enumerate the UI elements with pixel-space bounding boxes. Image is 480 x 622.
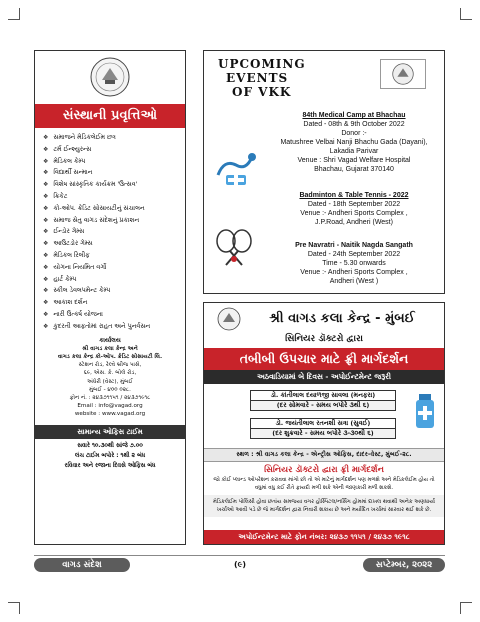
event-line: Bhachau, Gujarat 370140 <box>314 166 394 173</box>
office-address-line: વાગડ કલા કેન્દ્ર કો-ઓપ. ક્રેડિટ સોસાયટી લિ. <box>57 353 163 360</box>
events-title-line: UPCOMING <box>218 57 306 71</box>
diamond-bullet-icon: ❖ <box>43 240 49 248</box>
activity-label: ક્રિકેટ <box>53 192 68 200</box>
activity-item <box>43 226 185 238</box>
activity-item <box>43 144 185 156</box>
activities-list <box>35 128 185 333</box>
footer-publication: વાગડ સંદેશ <box>34 558 130 572</box>
event-line: Venue :- Andheri Sports Complex , <box>300 269 408 276</box>
diamond-bullet-icon: ❖ <box>43 169 49 177</box>
badminton-icon <box>212 229 256 269</box>
activity-item <box>43 309 185 321</box>
diamond-bullet-icon: ❖ <box>43 310 49 318</box>
event-title: Badminton & Table Tennis - 2022 <box>299 192 409 199</box>
appointment-phone-bar: અપોઈન્ટમેન્ટ માટે ફોન નંબર: ૨૪૩૭ ૧૧૫૧ / ૨૪૩૭ ૧૯૧૮ <box>204 530 444 544</box>
activity-label: ટર્મ ઈન્શ્યુરન્સ <box>53 145 92 153</box>
office-address-line: અંધેરી (વેસ્ટ), મુંબઈ <box>87 378 133 385</box>
activity-label: વિશેષ સાંસ્કૃતિક કાર્યક્રમ 'ઉત્સવ' <box>53 181 138 189</box>
diamond-bullet-icon: ❖ <box>43 157 49 165</box>
office-address <box>35 337 185 419</box>
vkk-logo-icon <box>85 56 135 98</box>
doctor-name: ડો. જયંતીલાલ રતનશી સત્રા (સુવઈ) <box>250 418 396 429</box>
event-line: Donor :- <box>341 130 367 137</box>
activity-label: સમાજને મેડિકલેઈમ છત્ર <box>53 134 116 141</box>
diamond-bullet-icon: ❖ <box>43 228 49 236</box>
doctor-entry <box>250 390 396 411</box>
diamond-bullet-icon: ❖ <box>43 275 49 283</box>
activity-item <box>43 215 185 227</box>
event-medical-camp <box>268 111 440 174</box>
guidance-heading: સિનિયર ડૉક્ટરો દ્વારા ફ્રી માર્ગદર્શન <box>264 465 384 475</box>
event-title: Pre Navratri - Naitik Nagda Sangath <box>295 242 413 249</box>
diamond-bullet-icon: ❖ <box>43 322 49 330</box>
crop-mark-bottom-right <box>460 602 472 614</box>
event-line: Andheri (West ) <box>329 278 379 285</box>
event-line: Venue :- Andheri Sports Complex , <box>300 210 408 217</box>
activities-banner: સંસ્થાની પ્રવૃત્તિઓ <box>35 104 185 128</box>
events-title <box>218 57 306 99</box>
crop-mark-top-left <box>8 8 20 20</box>
guidance-paragraph: જો કોઈ પ્લાન્ડ ઓપરેશન કરાવવા માંગો છો તો એ માટેનું માર્ગદર્શન પણ મળશે અને મેડિકલેઈમ હોય તો વધુમાં વધુ કઈ રીતે ફાયદો મળી શકે એની જાણકારી મળી શકશે. <box>213 477 435 491</box>
center-subtitle: સિનિયર ડૉક્ટરો દ્વારા <box>285 334 363 344</box>
office-time-bar: સામાન્ય ઓફિસ ટાઈમ <box>35 425 185 439</box>
mediclaim-paragraph: મેડિકલેઈમ પોલિસી હોવા છતાંય સમજયા વગર હોસ્પિટલ/નર્સિંગ હોમમાં દાખલ થવાથી અનેક અણધાર્યા ખર્ચાઓ આવી પડે છે જે માર્ગદર્શન દ્વારા નિવારી શકાય છે અને મર્યાદિત ખર્ચામાં સારવાર થઈ શકે છે. <box>204 495 444 517</box>
activity-item <box>43 297 185 309</box>
events-title-line: EVENTS <box>226 71 289 85</box>
office-timing-line: સવારે ૧૦.૩૦થી સાંજે ૭.૦૦ <box>77 442 143 449</box>
diamond-bullet-icon: ❖ <box>43 251 49 259</box>
vkk-badge-icon <box>380 59 426 89</box>
activity-label: ઈન્ડોર ગેમ્સ <box>53 228 85 236</box>
medicine-bottle-icon <box>412 392 438 432</box>
office-address-line: ફોન નં. : ૨૪૩૭૧૧૫૧ / ૨૪૩૭૧૯૧૮ <box>69 394 151 401</box>
diamond-bullet-icon: ❖ <box>43 204 49 212</box>
activity-label: આઉટડોર ગેમ્સ <box>53 240 93 248</box>
vkk-logo-icon <box>212 306 246 332</box>
crop-mark-top-right <box>460 8 472 20</box>
doctor-name: ડો. કાંતીલાલ દયાળજી સાવલા (મનફરા) <box>250 390 396 401</box>
activity-item <box>43 156 185 168</box>
activity-item <box>43 132 185 144</box>
office-address-line: Email : info@vagad.org <box>77 403 143 410</box>
activity-item <box>43 191 185 203</box>
office-address-line: ૬૯, એસ. કે. બોલે રોડ, <box>83 370 137 377</box>
doctors-section <box>204 384 444 448</box>
medical-guidance-box <box>203 302 445 545</box>
activity-item <box>43 285 185 297</box>
activity-item <box>43 250 185 262</box>
event-line: Dated - 18th September 2022 <box>307 201 401 208</box>
diamond-bullet-icon: ❖ <box>43 145 49 153</box>
event-line: Venue : Shri Vagad Welfare Hospital <box>297 157 411 164</box>
office-address-line: શ્રી વાગડ કલા કેન્દ્ર અને <box>82 345 138 352</box>
events-title-line: OF VKK <box>232 85 292 99</box>
office-address-line: website : www.vagad.org <box>74 411 146 418</box>
medical-camp-icon <box>210 145 260 191</box>
office-timing-line: લંચ ટાઈમ બપોરે : ૧થી ૨ બંધ <box>74 452 146 459</box>
office-timing-line: રવિવાર અને રજાના દિવસે ઓફિસ બંધ <box>64 462 156 469</box>
activity-label: વિદ્યાર્થી સન્માન <box>53 169 93 177</box>
event-line: Time - 5.30 onwards <box>322 260 386 267</box>
activity-label: કુદરતી આફતોમાં રાહત અને પુનર્વસન <box>53 322 151 330</box>
activity-label: મેડિકલ કેમ્પ <box>53 157 86 165</box>
diamond-bullet-icon: ❖ <box>43 134 49 141</box>
footer-page-number: (૯) <box>233 560 247 569</box>
office-heading: કાર્યાલય <box>99 336 121 344</box>
activity-item <box>43 321 185 333</box>
activity-item <box>43 179 185 191</box>
event-line: Matushree Velbai Nanji Bhachu Gada (Dayani), <box>280 139 428 146</box>
doctor-entry <box>250 418 396 439</box>
diamond-bullet-icon: ❖ <box>43 287 49 295</box>
diamond-bullet-icon: ❖ <box>43 181 49 189</box>
activity-label: યોગના નિયમિત વર્ગો <box>53 263 107 271</box>
event-line: Dated - 24th September 2022 <box>307 251 401 258</box>
doctor-time: (દર શુક્રવારે - સમય બપોરે ૩-૩૦થી ૬) <box>250 429 396 439</box>
diamond-bullet-icon: ❖ <box>43 216 49 224</box>
office-timings <box>35 439 185 471</box>
activity-label: મેડિકલ રિલીફ <box>53 251 90 259</box>
event-badminton <box>268 191 440 227</box>
event-title: 84th Medical Camp at Bhachau <box>302 112 406 119</box>
activity-item <box>43 203 185 215</box>
event-line: J.P.Road, Andheri (West) <box>315 219 393 226</box>
diamond-bullet-icon: ❖ <box>43 299 49 307</box>
activity-item <box>43 167 185 179</box>
activity-label: સમાજ સેતુ વાગડ સંદેશનું પ્રકાશન <box>53 216 140 224</box>
free-guidance-banner: તબીબી ઉપચાર માટે ફ્રી માર્ગદર્શન <box>204 348 444 370</box>
footer-rule <box>34 555 445 556</box>
office-address-line: સ્ટેશન રોડ, રેલ્વે બ્રીજ પાસે, <box>78 362 142 369</box>
footer-date: સપ્ટેમ્બર, ૨૦૨૨ <box>363 558 445 572</box>
event-pre-navratri <box>268 241 440 286</box>
center-title: શ્રી વાગડ કલા કેન્દ્ર - મુંબઈ <box>269 311 415 326</box>
appointment-banner: અઠવાડિયામાં બે દિવસ - અપોઈન્ટમેન્ટ જરૂરી <box>204 370 444 384</box>
crop-mark-bottom-left <box>8 602 20 614</box>
office-address-line: મુંબઈ - ૪૦૦ ૦૨૮. <box>89 386 131 393</box>
event-line: Dated - 08th & 9th October 2022 <box>303 121 405 128</box>
activity-label: નારી ઉત્કર્ષ યોજના <box>53 310 103 318</box>
activity-item <box>43 262 185 274</box>
activity-label: આકાશ દર્શન <box>53 299 88 307</box>
diamond-bullet-icon: ❖ <box>43 263 49 271</box>
diamond-bullet-icon: ❖ <box>43 192 49 200</box>
activity-label: કો-ઓપ. ક્રેડિટ સોસાયટીનું સંચાલન <box>53 204 145 212</box>
upcoming-events-box <box>203 50 445 294</box>
venue-line: સ્થળ : શ્રી વાગડ કલા કેન્દ્ર - એન્ટ્રીસ ઓફિસ, દાદર-વેસ્ટ, મુંબઈ-૨૮. <box>204 448 444 462</box>
activity-label: સ્કીલ ડેવલપમેન્ટ કેમ્પ <box>53 287 111 295</box>
doctor-time: (દર સોમવારે - સમય બપોરે ૩થી ૬) <box>250 401 396 411</box>
event-line: Lakadia Parivar <box>329 148 379 155</box>
activity-item <box>43 238 185 250</box>
activity-label: હાર્ટ કેમ્પ <box>53 275 77 283</box>
activity-item <box>43 274 185 286</box>
activities-sidebar <box>34 50 186 545</box>
